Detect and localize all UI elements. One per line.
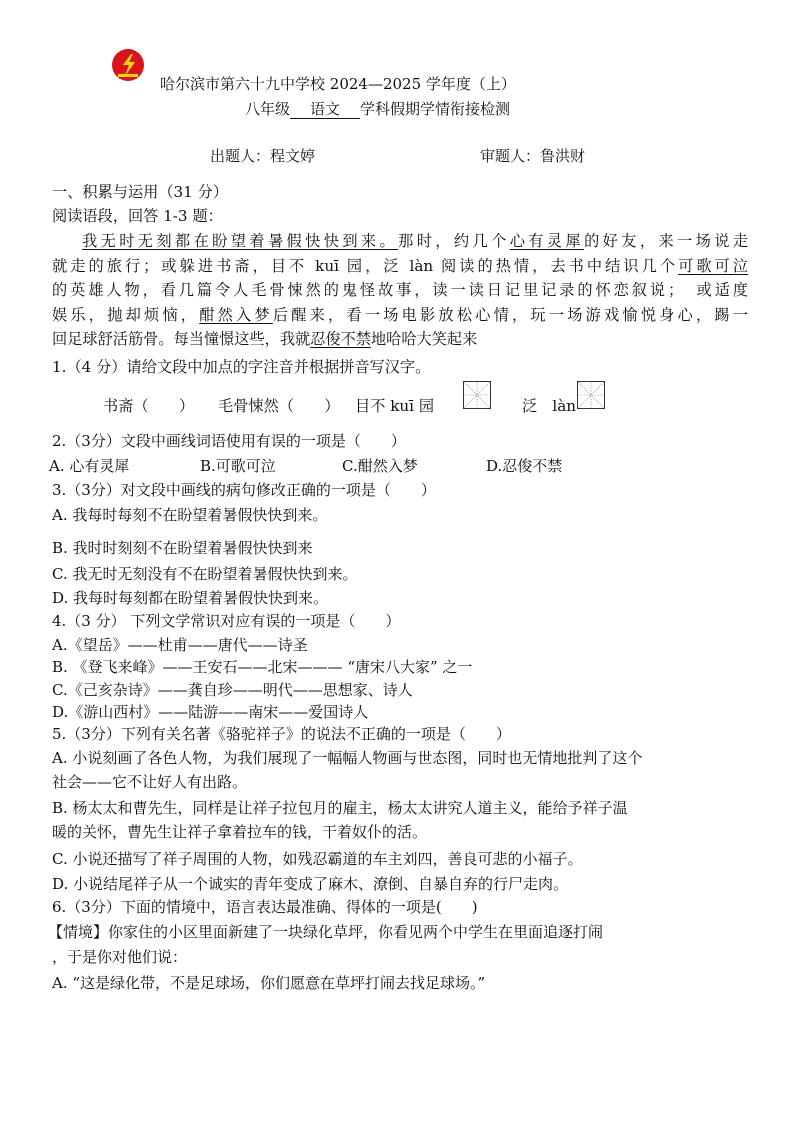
q5-option-b-line1: B. 杨太太和曹先生，同样是让祥子拉包月的雇主，杨太太讲究人道主义，能给予祥子温 <box>52 799 628 817</box>
idiom-xinyoulingxi: 心有灵犀 <box>509 232 585 250</box>
q4-stem: 4.（3 分） 下列文学常识对应有误的一项是（ ） <box>52 612 401 630</box>
grade: 八年级 <box>245 100 291 118</box>
idiom-kegekeqi: 可歌可泣 <box>678 256 748 275</box>
q5-option-a-line1: A. 小说刻画了各色人物，为我们展现了一幅幅人物画与世态图，同时也无情地批判了这个 <box>52 749 643 767</box>
author-label: 出题人：程文婷 <box>210 147 316 165</box>
q3-option-d: D. 我每时每刻都在盼望着暑假快快到来。 <box>52 589 329 607</box>
q5-option-d: D. 小说结尾祥子从一个诚实的青年变成了麻木、潦倒、自暴自弃的行尸走肉。 <box>52 875 569 893</box>
q2-option-b: B.可歌可泣 <box>200 457 276 475</box>
idiom-hanranrumeng: 酣然入梦 <box>199 305 273 324</box>
q2-stem: 2.（3分）文段中画线词语使用有误的一项是（ ） <box>52 432 406 450</box>
q1-stem: 1.（4 分）请给文段中加点的字注音并根据拼音写汉字。 <box>52 358 431 376</box>
writing-grid-box[interactable] <box>577 381 605 409</box>
q4-option-c: C.《己亥杂诗》——龚自珍——明代——思想家、诗人 <box>52 681 413 699</box>
school-line: 哈尔滨市第六十九中学校 2024—2025 学年度（上） <box>160 75 516 93</box>
q2-option-c: C.酣然入梦 <box>342 457 418 475</box>
q4-option-b: B. 《登飞来峰》——王安石——北宋——— “唐宋八大家” 之一 <box>52 658 473 676</box>
section-instruction: 阅读语段，回答 1-3 题： <box>52 207 223 225</box>
q4-option-a: A.《望岳》——杜甫——唐代——诗圣 <box>52 636 308 654</box>
q1-item-kui: 目不 kuī 园 <box>355 397 435 415</box>
grid-lines-icon <box>578 382 604 408</box>
q1-item-shuzhai: 书斋（ ） <box>103 397 195 415</box>
q3-option-a: A. 我每时每刻不在盼望着暑假快快到来。 <box>52 506 328 524</box>
exam-title-line <box>245 98 510 119</box>
q5-option-c: C. 小说还描写了祥子周围的人物，如残忍霸道的车主刘四，善良可悲的小福子。 <box>52 850 583 868</box>
q3-option-c: C. 我无时无刻没有不在盼望着暑假快快到来。 <box>52 565 358 583</box>
writing-grid-box[interactable] <box>463 381 491 409</box>
subject: 语文 <box>290 101 360 119</box>
q3-stem: 3.（3分）对文段中画线的病句修改正确的一项是（ ） <box>52 481 436 499</box>
q2-option-d: D.忍俊不禁 <box>486 457 563 475</box>
q3-option-b: B. 我时时刻刻不在盼望着暑假快快到来 <box>52 539 313 557</box>
q6-context-line1: 【情境】你家住的小区里面新建了一块绿化草坪，你看见两个中学生在里面追逐打闹 <box>48 923 604 941</box>
passage-line-4: 娱乐，抛却烦恼，酣然入梦后醒来，看一场电影放松心情，玩一场游戏愉悦身心，踢一 <box>52 305 749 324</box>
passage-underlined-sentence: 我无时无刻都在盼望着暑假快快到来。 <box>82 232 399 250</box>
q5-stem: 5.（3分）下列有关名著《骆驼祥子》的说法不正确的一项是（ ） <box>52 725 511 743</box>
school-logo <box>111 48 145 82</box>
section-title: 一、积累与运用（31 分） <box>52 183 229 201</box>
reading-passage <box>52 229 748 352</box>
q4-option-d: D.《游山西村》——陆游——南宋——爱国诗人 <box>52 703 369 721</box>
q1-item-maogusongran: 毛骨悚然（ ） <box>218 397 340 415</box>
grid-lines-icon <box>464 382 490 408</box>
passage-line-3: 的英雄人物，看几篇令人毛骨悚然的鬼怪故事，读一读日记里记录的怀恋叙说； 或适度 <box>52 281 748 299</box>
reviewer-label: 审题人：鲁洪财 <box>480 147 586 165</box>
q1-item-lan: 泛 làn <box>522 397 577 415</box>
q6-context-line2: ，于是你对他们说： <box>52 948 188 966</box>
q6-stem: 6.（3分）下面的情境中，语言表达最准确、得体的一项是( ) <box>52 898 478 916</box>
idiom-renjunbujin: 忍俊不禁 <box>310 330 371 348</box>
q6-option-a: A. “这是绿化带，不是足球场，你们愿意在草坪打闹去找足球场。” <box>52 974 486 992</box>
q2-option-a: A. 心有灵犀 <box>49 457 130 475</box>
passage-line-2: 就走的旅行；或躲进书斋，目不 kuī 园，泛 làn 阅读的热情，去书中结识几个可歌可泣 <box>52 256 748 275</box>
q5-option-b-line2: 暖的关怀，曹先生让祥子拿着拉车的钱，干着奴仆的活。 <box>52 823 428 841</box>
passage-line-1: 我无时无刻都在盼望着暑假快快到来。那时，约几个心有灵犀的好友，来一场说走 <box>82 232 749 250</box>
q5-option-a-line2: 社会——它不让好人有出路。 <box>52 773 248 791</box>
passage-line-5: 回足球舒活筋骨。每当憧憬这些，我就忍俊不禁地哈哈大笑起来 <box>52 330 478 348</box>
exam-title: 学科假期学情衔接检测 <box>360 100 511 118</box>
